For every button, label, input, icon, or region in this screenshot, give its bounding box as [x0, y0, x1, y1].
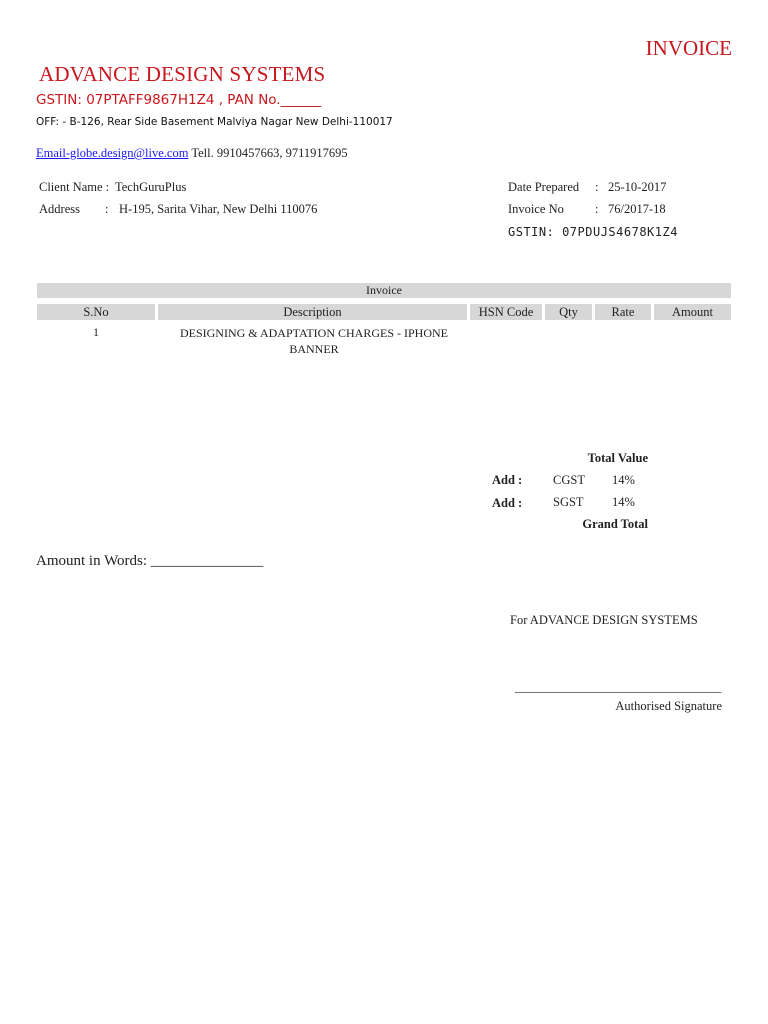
- cgst-add-label: Add :: [492, 473, 523, 487]
- cgst-label: CGST: [553, 473, 585, 487]
- header-description: Description: [158, 304, 467, 320]
- date-prepared: 25-10-2017: [608, 180, 667, 194]
- sgst-label: SGST: [553, 495, 584, 509]
- cgst-rate: 14%: [612, 473, 635, 487]
- invoice-table-title: Invoice: [37, 283, 731, 298]
- header-sno: S.No: [37, 304, 155, 320]
- sgst-add-label: Add :: [492, 496, 523, 510]
- email-link[interactable]: Email-globe.design@live.com: [36, 146, 189, 160]
- company-office-address: OFF: - B-126, Rear Side Basement Malviya Nagar New Delhi-110017: [36, 116, 393, 128]
- date-prepared-label: Date Prepared: [508, 180, 580, 194]
- client-name-label: Client Name :: [39, 180, 110, 194]
- header-qty: Qty: [545, 304, 592, 320]
- date-separator: :: [595, 180, 599, 194]
- invoice-no-label: Invoice No: [508, 202, 564, 216]
- header-amount: Amount: [654, 304, 731, 320]
- company-name: ADVANCE DESIGN SYSTEMS: [39, 62, 326, 86]
- company-contact: [36, 146, 348, 161]
- company-gstin-pan: GSTIN: 07PTAFF9867H1Z4 , PAN No.______: [36, 92, 322, 108]
- document-title: INVOICE: [645, 36, 732, 60]
- table-header-row: [37, 304, 731, 320]
- row-sno: 1: [93, 325, 99, 339]
- sgst-rate: 14%: [612, 495, 635, 509]
- client-name: TechGuruPlus: [115, 180, 187, 194]
- grand-total-label: Grand Total: [582, 517, 648, 531]
- for-company-line: For ADVANCE DESIGN SYSTEMS: [510, 613, 698, 627]
- invoice-number: 76/2017-18: [608, 202, 666, 216]
- authorised-signature-label: Authorised Signature: [615, 699, 722, 713]
- header-rate: Rate: [595, 304, 651, 320]
- row-description: DESIGNING & ADAPTATION CHARGES - IPHONE BANNER: [179, 326, 449, 356]
- invoice-separator: :: [595, 202, 599, 216]
- client-gstin: GSTIN: 07PDUJS4678K1Z4: [508, 225, 678, 239]
- phone-text: Tell. 9910457663, 9711917695: [191, 146, 348, 160]
- amount-in-words: Amount in Words: _______________: [36, 553, 264, 569]
- address-label: Address: [39, 202, 80, 216]
- client-address: H-195, Sarita Vihar, New Delhi 110076: [119, 202, 318, 216]
- signature-line: _________________________________: [515, 680, 722, 694]
- total-value-label: Total Value: [587, 451, 648, 465]
- header-hsn-code: HSN Code: [470, 304, 542, 320]
- address-separator: :: [105, 202, 109, 216]
